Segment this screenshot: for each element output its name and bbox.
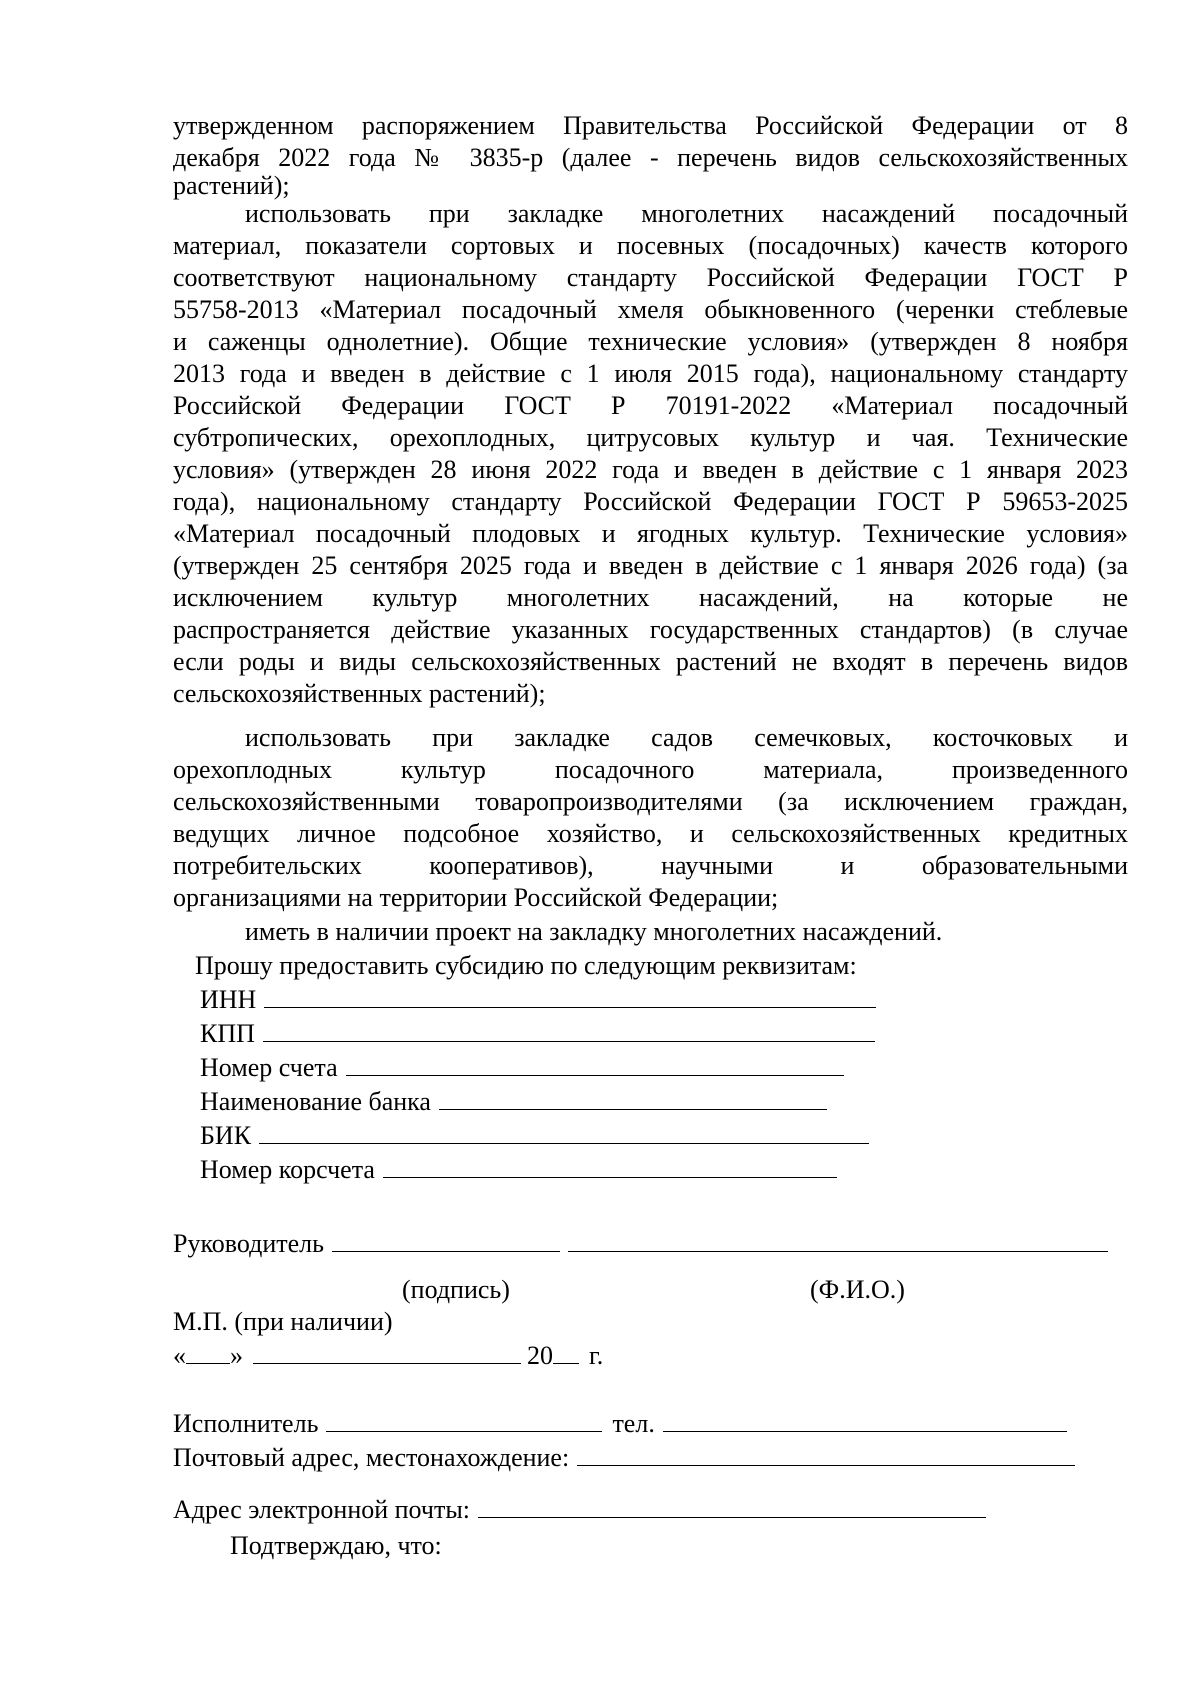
phone-label: тел. <box>612 1409 655 1438</box>
paragraph-line: (утвержден 25 сентября 2025 года и введен в действие с 1 января 2026 года) (за <box>173 551 1128 580</box>
account-row <box>200 1052 844 1084</box>
paragraph-line: использовать при закладке многолетних насаждений посадочный <box>245 199 1128 228</box>
address-row <box>173 1442 1075 1474</box>
paragraph-line: распространяется действие указанных государственных стандартов) (в случае <box>173 615 1128 644</box>
account-field[interactable] <box>346 1053 844 1076</box>
paragraph-line: утвержденном распоряжением Правительства Российской Федерации от 8 <box>173 111 1128 140</box>
day-field[interactable] <box>186 1341 230 1364</box>
confirm-line: Подтверждаю, что: <box>230 1531 442 1560</box>
year-prefix: 20 <box>527 1341 553 1370</box>
paragraph-line: исключением культур многолетних насаждений, на которые не <box>173 583 1128 612</box>
paragraph-line: декабря 2022 года № 3835-р (далее - перечень видов сельскохозяйственных <box>173 143 1128 172</box>
paragraph-line: соответствуют национальному стандарту Российской Федерации ГОСТ Р <box>173 263 1128 292</box>
head-row <box>173 1228 1108 1260</box>
phone-field[interactable] <box>663 1409 1067 1432</box>
paragraph-line: потребительских кооперативов), научными и образовательными <box>173 851 1128 880</box>
date-close-quote: » <box>230 1341 243 1370</box>
executor-row <box>173 1408 1067 1440</box>
paragraph-line: иметь в наличии проект на закладку многолетних насаждений. <box>245 917 943 946</box>
date-open-quote: « <box>173 1341 186 1370</box>
bank-row <box>200 1086 827 1118</box>
email-row <box>173 1494 986 1526</box>
paragraph-line: орехоплодных культур посадочного материала, произведенного <box>173 755 1128 784</box>
sign-caption: (подпись) <box>402 1275 510 1304</box>
corr-account-label: Номер корсчета <box>200 1155 375 1184</box>
paragraph-line: если роды и виды сельскохозяйственных растений не входят в перечень видов <box>173 647 1128 676</box>
inn-field[interactable] <box>264 985 876 1008</box>
date-row <box>173 1340 603 1372</box>
year-field[interactable] <box>553 1341 579 1364</box>
paragraph-line: 55758-2013 «Материал посадочный хмеля обыкновенного (черенки стеблевые <box>173 295 1128 324</box>
bank-field[interactable] <box>439 1087 827 1110</box>
kpp-label: КПП <box>200 1019 255 1048</box>
paragraph-line: сельскохозяйственных растений); <box>173 679 546 708</box>
bik-row <box>200 1120 869 1152</box>
email-label: Адрес электронной почты: <box>173 1495 471 1524</box>
paragraph-line: года), национальному стандарту Российской Федерации ГОСТ Р 59653-2025 <box>173 487 1128 516</box>
paragraph-line: организациями на территории Российской Федерации; <box>173 883 779 912</box>
paragraph-line: и саженцы однолетние). Общие технические условия» (утвержден 8 ноября <box>173 327 1128 356</box>
paragraph-line: ведущих личное подсобное хозяйство, и сельскохозяйственных кредитных <box>173 819 1128 848</box>
address-label: Почтовый адрес, местонахождение: <box>173 1443 570 1472</box>
month-field[interactable] <box>253 1341 521 1364</box>
kpp-field[interactable] <box>263 1019 875 1042</box>
inn-row <box>200 984 876 1016</box>
corr-account-row <box>200 1154 837 1186</box>
paragraph-line: условия» (утвержден 28 июня 2022 года и введен в действие с 1 января 2023 <box>173 455 1128 484</box>
paragraph-line: материал, показатели сортовых и посевных (посадочных) качеств которого <box>173 231 1128 260</box>
email-field[interactable] <box>478 1495 986 1518</box>
account-label: Номер счета <box>200 1053 338 1082</box>
kpp-row <box>200 1018 875 1050</box>
paragraph-line: 2013 года и введен в действие с 1 июля 2015 года), национальному стандарту <box>173 359 1128 388</box>
corr-account-field[interactable] <box>383 1155 837 1178</box>
paragraph-line: использовать при закладке садов семечковых, косточковых и <box>245 723 1128 752</box>
paragraph-line: сельскохозяйственными товаропроизводителями (за исключением граждан, <box>173 787 1128 816</box>
bik-label: БИК <box>200 1121 252 1150</box>
name-caption: (Ф.И.О.) <box>810 1275 905 1304</box>
executor-field[interactable] <box>326 1409 602 1432</box>
stamp-label: М.П. (при наличии) <box>173 1307 393 1336</box>
head-label: Руководитель <box>173 1229 324 1258</box>
paragraph-line: Российской Федерации ГОСТ Р 70191-2022 «Материал посадочный <box>173 391 1128 420</box>
address-field[interactable] <box>577 1443 1075 1466</box>
inn-label: ИНН <box>200 985 257 1014</box>
bank-label: Наименование банка <box>200 1087 431 1116</box>
paragraph-line: растений); <box>173 171 290 200</box>
year-suffix: г. <box>589 1341 604 1370</box>
paragraph-line: субтропических, орехоплодных, цитрусовых культур и чая. Технические <box>173 423 1128 452</box>
bik-field[interactable] <box>259 1121 869 1144</box>
head-name-field[interactable] <box>568 1229 1108 1252</box>
paragraph-line: «Материал посадочный плодовых и ягодных культур. Технические условия» <box>173 519 1128 548</box>
request-line: Прошу предоставить субсидию по следующим реквизитам: <box>195 951 857 980</box>
executor-label: Исполнитель <box>173 1409 319 1438</box>
head-sign-field[interactable] <box>332 1229 560 1252</box>
